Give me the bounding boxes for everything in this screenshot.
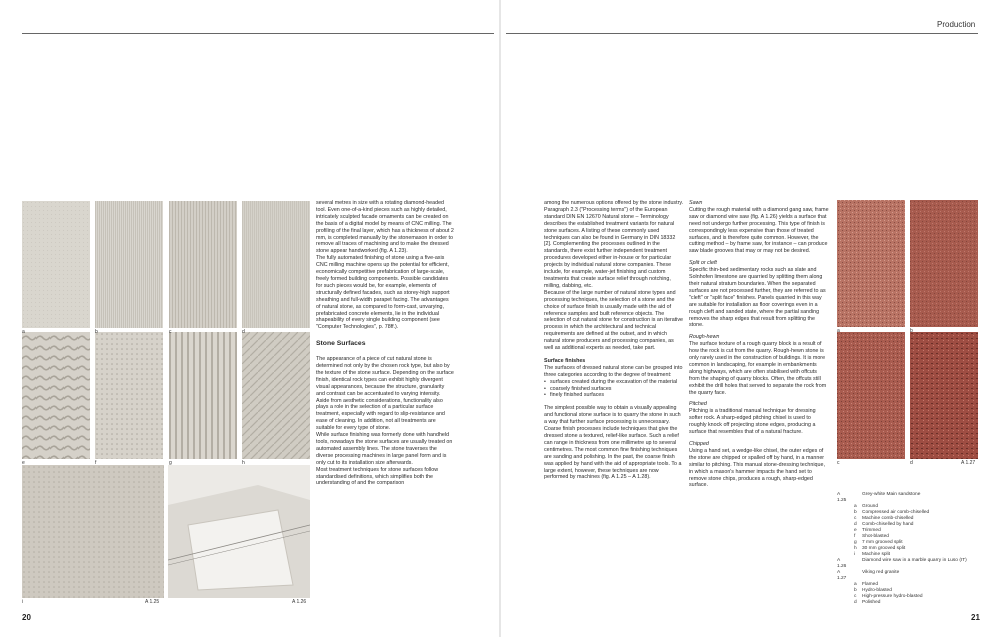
legend-text: Diamond wire saw in a marble quarry in Luso (IT) xyxy=(862,558,967,563)
text-column xyxy=(316,200,454,487)
photo-label-d: d xyxy=(910,460,913,466)
subheading: Split or cleft xyxy=(689,260,717,267)
paragraph: Most treatment techniques for stone surfaces follow standardised definitions, which simplifies both the understanding of and the comparison xyxy=(316,466,439,487)
list-item: • coarsely finished surfaces xyxy=(550,386,684,393)
legend-text: Machine split xyxy=(862,552,890,557)
photo-trimmed xyxy=(22,332,90,459)
legend-sub: c xyxy=(854,516,857,521)
legend-text: Hydro-blasted xyxy=(862,588,892,593)
legend-text: Grey-white Main sandstone xyxy=(862,492,921,497)
figure-ref: A 1.27 xyxy=(961,460,976,466)
list-item: • surfaces created during the excavation of the material xyxy=(550,379,684,386)
legend-sub: b xyxy=(854,588,857,593)
photo-compressed-air-comb xyxy=(95,201,163,328)
text-column xyxy=(544,200,684,481)
photo-label-c: c xyxy=(169,329,172,335)
subheading: Rough-hewn xyxy=(689,334,720,341)
legend-key: A 1.26 xyxy=(837,558,847,569)
list-item: • finely finished surfaces xyxy=(550,392,684,399)
text-column xyxy=(689,200,829,489)
legend-text: 7 mm grooved split xyxy=(862,540,903,545)
legend-row xyxy=(837,570,987,582)
right-page xyxy=(501,0,1000,637)
photo-machine-comb xyxy=(169,201,237,328)
legend-row xyxy=(837,600,987,606)
photo-label-e: e xyxy=(22,460,25,466)
photo-label-a: a xyxy=(837,328,840,334)
legend-text: Ground xyxy=(862,504,878,509)
legend-text: Flamed xyxy=(862,582,878,587)
paragraph: among the numerous options offered by the stone industry. Paragraph 2.3 ("Processing terms") of the European standard DIN EN 12670 Natural stone – Terminology describes the established treatment variants for natural stone surfaces. A listing of these commonly used techniques can also be found in Germany in DIN 18332 [2]. Complementing the processes outlined in the standards, there exist further independent treatment procedures developed either in-house or for particular projects by individual natural stone companies. These include, for example, water-jet finishing and custom treatments that create surface relief through notching, milling, dabbing, etc. xyxy=(544,200,684,289)
legend-text: Machine comb-chiselled xyxy=(862,516,914,521)
legend-sub xyxy=(850,492,862,504)
paragraph: The appearance of a piece of cut natural stone is determined not only by the chosen rock type, but also by the texture of the stone surface. Depending on the surface finish, identical rock types can exhibit highly divergent visual appearances, because the structure, granularity and contrast can be accentuated to varying intensity. xyxy=(316,356,454,397)
paragraph: The surfaces of dressed natural stone can be grouped into three categories according to the degree of treatment: xyxy=(544,364,683,378)
left-page xyxy=(0,0,499,637)
photo-comb-by-hand xyxy=(242,201,310,328)
photo-label-d: d xyxy=(242,329,245,335)
legend-sub: a xyxy=(854,504,857,509)
photo-label-f: f xyxy=(95,460,97,466)
paragraph: Aside from aesthetic considerations, functionality also plays a role in the selection of a particular surface treatment, especially with regard to slip-resistance and ease of cleaning. In addition, not all treatments are suitable for every type of stone. xyxy=(316,397,445,432)
photo-label-a: a xyxy=(22,329,25,335)
photo-shot-blasted xyxy=(95,332,163,459)
legend-key: A 1.27 xyxy=(837,570,847,581)
legend-sub: a xyxy=(854,582,857,587)
paragraph: Because of the large number of natural stone types and processing techniques, the selection of a stone and the choice of surface finish is usually made with the aid of reference samples and built reference objects. The selection of cut natural stone for construction is an iterative process in which the architectural and technical requirements are defined at the outset, and in which natural stone producers and processing companies, as well as additional experts as needed, take part. xyxy=(544,289,684,352)
legend-sub xyxy=(850,570,862,582)
legend-sub: i xyxy=(854,552,856,557)
photo-granite-polished xyxy=(910,332,978,459)
paragraph: several metres in size with a rotating diamond-headed tool. Even one-of-a-kind pieces such as highly detailed, intricately sculpted facade ornaments can be created on the basis of a digital model by means of CNC milling. The profiling of the final layer, which has a thickness of about 2 mm, is completed manually by the stonemason in order to remove all traces of machining and to make the dressed stone appear handworked (fig. A 1.23). xyxy=(316,200,454,255)
header-rule xyxy=(506,33,978,34)
legend-sub: e xyxy=(854,528,857,533)
legend-key: A 1.25 xyxy=(837,492,847,503)
paragraph: Using a hand set, a wedge-like chisel, the outer edges of the stone are chipped or spalled off by hand, in a manner similar to pitching. This manual stone-dressing technique, in which a mason's hammer impacts the hand set to remove stone chips, produces a rough, sharp-edged surface. xyxy=(689,447,825,489)
legend-sub: g xyxy=(854,540,857,545)
paragraph: The surface texture of a rough quarry block is a result of how the rock is cut from the quarry. Rough-hewn stone is only rarely used in the construction of buildings. It is more common in landscaping, for example in embankments along highways, which are often stabilised with offcuts from the shaping of quarry blocks. Often, the offcuts still exhibit the drill holes that served to separate the rock from the quarry face. xyxy=(689,341,827,396)
photo-label-h: h xyxy=(242,460,245,466)
legend-sub: d xyxy=(854,600,857,605)
photo-label-b: b xyxy=(910,328,913,334)
photo-label-i: i xyxy=(22,599,24,605)
paragraph: The fully automated finishing of stone using a five-axis CNC milling machine opens up the potential for efficient, economically competitive prefabrication of large-scale, freely formed building components. Possible candidates for such pieces would be, for example, elements of structurally defined facades, such as storey-high support sheathing and full-width parapet facing. The advantages of natural stone, as compared to form-cast, unvarying, prefabricated concrete elements, lie in the individual shapeability of every single building component (see "Computer Technologies", p. 78ff.). xyxy=(316,255,450,331)
legend-text: Trimmed xyxy=(862,528,881,533)
subheading: Pitched xyxy=(689,401,707,408)
legend-sub: b xyxy=(854,510,857,515)
photo-granite-flamed xyxy=(837,200,905,327)
section-heading: Stone Surfaces xyxy=(316,340,366,348)
photo-machine-split xyxy=(22,465,164,598)
subheading: Surface finishes xyxy=(544,357,586,364)
legend-row xyxy=(837,558,987,570)
photo-granite-high-pressure xyxy=(837,332,905,459)
photo-ground xyxy=(22,201,90,328)
page-number: 20 xyxy=(22,613,31,622)
legend-sub: d xyxy=(854,522,857,527)
bullet-list xyxy=(544,379,684,400)
legend-sub: f xyxy=(854,534,856,539)
legend-sub: h xyxy=(854,546,857,551)
legend-text: Comb-chiselled by hand xyxy=(862,522,914,527)
paragraph: Cutting the rough material with a diamond gang saw, frame saw or diamond wire saw (fig. A 1.26) yields a surface that need not undergo further processing. This type of finish is correspondingly less expensive than those of treated surfaces, and is therefore quite common. However, the cutting method – by frame saw, for instance – can produce saw blade grooves that may or may not be desired. xyxy=(689,206,829,255)
legend-text: High-pressure hydro-blasted xyxy=(862,594,923,599)
photo-wire-saw-quarry xyxy=(168,465,310,598)
legend-text: Shot-blasted xyxy=(862,534,889,539)
subheading: Chipped xyxy=(689,441,709,447)
photo-label-b: b xyxy=(95,329,98,335)
legend-text: Compressed air comb-chiselled xyxy=(862,510,930,515)
paragraph: Coarse finish processes include techniques that give the dressed stone a textured, relief-like surface. Such a relief can range in thickness from one millimetre up to several centimetres. The most common fine finishing techniques are sanding and polishing. In the past, the coarse finish was applied by hand with the aid of appropriate tools. To a large extent, however, these techniques are now performed by machines (fig. A 1.25 – A 1.28). xyxy=(544,426,682,481)
legend-text: Viking red granite xyxy=(862,570,900,575)
photo-granite-hydro-blasted xyxy=(910,200,978,327)
figure-legend xyxy=(837,492,987,606)
paragraph: While surface finishing was formerly done with handheld tools, nowadays the stone surfaces are usually treated on automated assembly lines. The stone traverses the diverse processing machines in large panel form and is only cut to its installation size afterwards. xyxy=(316,432,453,466)
subheading: Sawn xyxy=(689,200,703,206)
legend-text: 30 mm grooved split xyxy=(862,546,906,551)
legend-key xyxy=(837,600,850,606)
legend-sub: c xyxy=(854,594,857,599)
paragraph: Pitching is a traditional manual technique for dressing softer rock. A sharp-edged pitching chisel is used to roughly knock off projecting stone edges, producing a surface that resembles that of a natural fracture. xyxy=(689,408,816,436)
photo-7mm-grooved xyxy=(169,332,237,459)
legend-row xyxy=(837,492,987,504)
photo-30mm-grooved xyxy=(242,332,310,459)
running-head: Production xyxy=(937,20,976,29)
legend-text: Polished xyxy=(862,600,881,605)
figure-ref: A 1.25 xyxy=(145,599,160,605)
header-rule xyxy=(22,33,494,34)
photo-label-g: g xyxy=(169,460,172,466)
paragraph: The simplest possible way to obtain a visually appealing and functional stone surface is to quarry the stone in such a way that further surface processing is unnecessary. xyxy=(544,405,681,426)
photo-label-c: c xyxy=(837,460,840,466)
legend-sub xyxy=(850,558,862,570)
figure-ref: A 1.26 xyxy=(292,599,307,605)
page-number: 21 xyxy=(971,613,980,622)
paragraph: Specific thin-bed sedimentary rocks such as slate and Solnhofen limestone are quarried by splitting them along their natural stratum boundaries. When the separated surfaces are not processed further, they are referred to as "cleft" or "split face" finishes. Panels quarried in this way are suitable for installation as floor coverings even in a rough cleft and sanded state, where the partial sanding removes the sharp edges that result from splitting the stone. xyxy=(689,267,826,329)
